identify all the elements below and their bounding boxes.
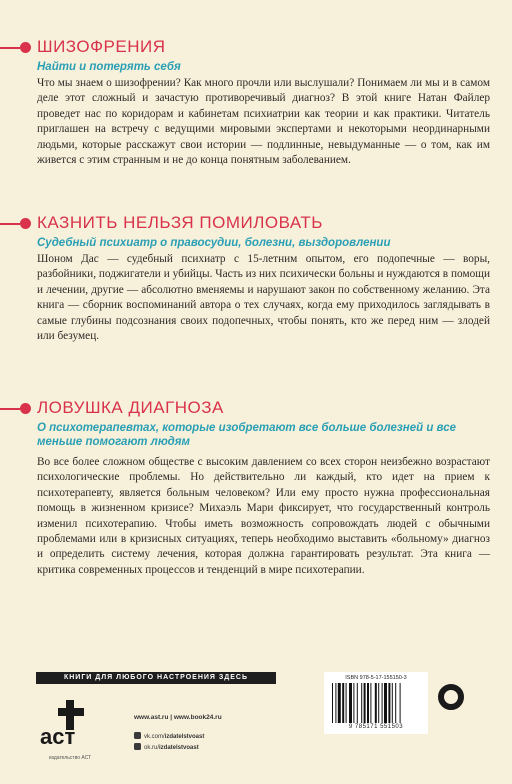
logo-text: аст (40, 724, 76, 749)
social-ok[interactable]: ok.ru/izdatelstvoast (134, 743, 244, 752)
section-subtitle: Найти и потерять себя (37, 61, 181, 73)
section-schizophrenia (34, 37, 490, 168)
website-links[interactable]: www.ast.ru | www.book24.ru (134, 714, 222, 721)
bullet-dot-icon (20, 218, 31, 229)
isbn-text: ISBN 978-5-17-155150-3 (345, 675, 407, 681)
bullet-dot-icon (20, 42, 31, 53)
slogan-banner: КНИГИ ДЛЯ ЛЮБОГО НАСТРОЕНИЯ ЗДЕСЬ (36, 672, 276, 684)
publisher-caption: издательство АСТ (48, 755, 92, 761)
social-vk[interactable]: vk.com/izdatelstvoast (134, 732, 244, 741)
ring-emblem-icon (438, 684, 464, 710)
section-body: Что мы знаем о шизофрении? Как много прочли или выслушали? Понимаем ли мы и в самом деле этот сложный и зачастую противоречивый диагноз? В этой книге Натан Файлер проведет нас по коридорам и кабинетам психиатрии как теории и как практики. Читатель приглашен на встречу с ведущими мировыми экспертами и некоторыми неординарными людьми, которые расскажут свои истории — подлинные, невыдуманные — о том, как им живется с этим странным и не до конца понятным заболеванием. (37, 77, 490, 167)
section-subtitle: О психотерапевтах, которые изобретают все больше болезней и все меньше помогают людям (37, 422, 456, 448)
section-body: Шоном Дас — судебный психиатр с 15-летним опытом, его подопечные — воры, разбойники, поджигатели и убийцы. Часть из них психически больны и нуждаются в помощи и лечении, другие — абсолютно вменяемы и нарушают закон по собственному желанию. Эта книга — сборник воспоминаний автора о тех случаях, когда ему приходилось заглядывать в самые глубины подсознания своих подопечных, чтобы понять, кто же перед ним — злодей или безумец. (37, 253, 490, 343)
section-rule (0, 223, 20, 225)
section-header (34, 398, 490, 420)
barcode-block (324, 672, 428, 734)
section-rule (0, 47, 20, 49)
section-rule (0, 408, 20, 410)
barcode-icon (332, 683, 420, 723)
barcode-digits: 9 785171 551503 (348, 724, 404, 730)
section-diagnosis-trap (34, 398, 490, 578)
section-header (34, 213, 490, 235)
section-title: ЛОВУШКА ДИАГНОЗА (37, 398, 224, 417)
section-title: КАЗНИТЬ НЕЛЬЗЯ ПОМИЛОВАТЬ (37, 213, 323, 232)
section-header (34, 37, 490, 59)
ast-logo (36, 696, 94, 754)
section-body: Во все более сложном обществе с высоким давлением со всех сторон неизбежно возрастают психологические проблемы. Но действительно ли каждый, кто идет на прием к психотерапевту, является больным человеком? Или ему просто нужна профессиональная помощь в жизненном кризисе? Михаэль Мари фиксирует, что государственный контроль изменил психотерапию. Чтобы иметь возможность сопровождать людей с обычными проблемами или в кризисных ситуациях, теперь необходимо выставить «больному» диагноз и определить систему лечения, которая должна гарантировать результат. Эта книга — критика современных процессов и тенденций в мире психотерапии. (37, 456, 490, 576)
section-subtitle: Судебный психиатр о правосудии, болезни, выздоровлении (37, 237, 391, 249)
bullet-dot-icon (20, 403, 31, 414)
section-title: ШИЗОФРЕНИЯ (37, 37, 166, 56)
vk-icon (134, 732, 141, 739)
ok-icon (134, 743, 141, 750)
section-execute-pardon (34, 213, 490, 344)
